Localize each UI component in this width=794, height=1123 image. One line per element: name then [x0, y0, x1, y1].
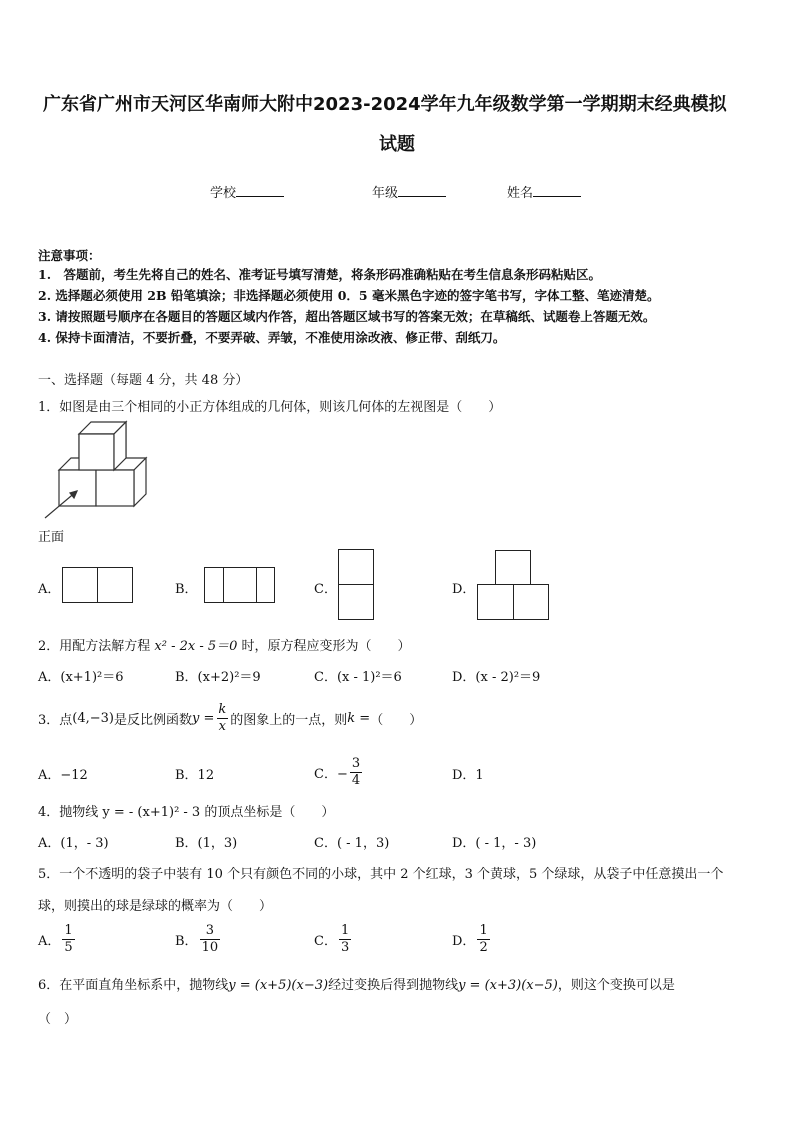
q6-equation-1: y = (x+5)(x−3)	[228, 978, 329, 993]
question-5-stem-line2: 球，则摸出的球是绿球的概率为（ ）	[38, 899, 273, 914]
frac-num: 1	[64, 922, 73, 938]
q3-frac-num: k	[218, 702, 227, 717]
notice-item: 4. 保持卡面清洁，不要折叠，不要弄破、弄皱，不准使用涂改液、修正带、刮纸刀。	[38, 330, 506, 345]
option-label: D．	[452, 933, 476, 949]
option-a-square-right	[97, 567, 133, 603]
option-b-rect-right	[256, 567, 275, 603]
q6-stem-c: ，则这个变换可以是	[557, 978, 675, 993]
grade-blank	[398, 184, 446, 197]
name-field	[507, 182, 581, 201]
q4-option-c: C．( - 1，3)	[314, 836, 390, 851]
question-4-stem: 4．抛物线 y = - (x+1)² - 3 的顶点坐标是（ ）	[38, 805, 335, 820]
grade-label: 年级	[372, 186, 399, 201]
q2-equation: x² - 2x - 5＝0	[154, 639, 238, 654]
option-fraction	[477, 923, 489, 956]
option-a-label: A．	[38, 582, 61, 597]
q3-point: (4,−3)	[72, 711, 114, 726]
notice-item: 3. 请按照题号顺序在各题目的答题区域内作答，超出答题区域书写的答案无效；在草稿纸、试题卷上答题无效。	[38, 309, 656, 324]
frac-num: 3	[351, 755, 361, 771]
school-label: 学校	[210, 186, 237, 201]
page-title: 广东省广州市天河区华南师大附中2023-2024学年九年级数学第一学期期末经典模拟	[43, 94, 727, 115]
frac-num: 3	[205, 922, 214, 938]
option-b-rect-left	[204, 567, 224, 603]
option-b-rect-mid	[223, 567, 257, 603]
q3-option-c-fraction	[350, 756, 362, 789]
option-d-square-bottom-left	[477, 584, 514, 620]
name-blank	[533, 184, 581, 197]
q2-option-d: D．(x - 2)²＝9	[452, 670, 541, 685]
q4-option-d: D．( - 1，- 3)	[452, 836, 537, 851]
q3-option-b: B．12	[175, 768, 215, 783]
question-1-stem: 1．如图是由三个相同的小正方体组成的几何体，则该几何体的左视图是（ ）	[38, 400, 502, 415]
frac-den: 10	[201, 939, 219, 955]
q5-option-c	[314, 920, 353, 958]
cube-figure	[35, 418, 155, 523]
question-2-stem	[38, 635, 411, 654]
option-fraction	[62, 923, 74, 956]
page-title-line2: 试题	[379, 134, 415, 155]
option-label: A．	[38, 933, 61, 949]
option-d-square-top	[495, 550, 531, 585]
option-d-label: D．	[452, 582, 476, 597]
q5-option-a	[38, 920, 77, 958]
option-b-label: B．	[175, 582, 198, 597]
option-label: B．	[175, 933, 198, 949]
q4-option-a: A．(1，- 3)	[38, 836, 109, 851]
q3-option-a: A．−12	[38, 768, 88, 783]
q4-option-b: B．(1，3)	[175, 836, 238, 851]
q3-k-eq: k =	[347, 711, 371, 726]
section-heading: 一、选择题（每题 4 分，共 48 分）	[38, 373, 249, 388]
q5-option-b	[175, 920, 222, 958]
q3-stem-c: 的图象上的一点，则	[230, 713, 348, 728]
q2-stem-a: 2．用配方法解方程	[38, 639, 155, 654]
q3-stem-a: 3．点	[38, 713, 73, 728]
option-label: C．	[314, 933, 337, 949]
frac-den: 2	[479, 939, 488, 955]
q2-stem-b: 时，原方程应变形为（ ）	[237, 639, 411, 654]
question-5-stem-line1: 5．一个不透明的袋子中装有 10 个只有颜色不同的小球，其中 2 个红球，3 个黄球，5 个绿球，从袋子中任意摸出一个	[38, 867, 724, 882]
frac-den: 4	[351, 772, 361, 788]
question-6-stem	[38, 974, 675, 993]
notice-item: 2. 选择题必须使用 2B 铅笔填涂；非选择题必须使用 0．5 毫米黑色字迹的签字笔书写，字体工整、笔迹清楚。	[38, 288, 660, 303]
option-c-square-top	[338, 549, 374, 585]
front-label: 正面	[38, 530, 65, 545]
frac-den: 3	[340, 939, 350, 955]
notice-heading: 注意事项：	[38, 248, 101, 263]
q2-option-a: A．(x+1)²＝6	[38, 670, 124, 685]
grade-field	[372, 182, 446, 201]
question-6-stem-line2: （ ）	[38, 1012, 78, 1027]
name-label: 姓名	[507, 186, 534, 201]
frac-num: 1	[479, 922, 488, 938]
q5-option-d	[452, 920, 492, 958]
option-a-square-left	[62, 567, 98, 603]
school-field	[210, 182, 284, 201]
question-3-stem	[38, 702, 422, 735]
q2-option-c: C．(x - 1)²＝6	[314, 670, 402, 685]
notice-item: 1. 答题前，考生先将自己的姓名、准考证号填写清楚，将条形码准确粘贴在考生信息条形码粘贴区。	[38, 267, 602, 282]
q6-stem-a: 6．在平面直角坐标系中，抛物线	[38, 978, 229, 993]
q6-equation-2: y = (x+3)(x−5)	[458, 978, 558, 993]
q3-frac-den: x	[218, 719, 226, 734]
q3-option-d: D．1	[452, 768, 484, 783]
q3-stem-b: 是反比例函数	[114, 713, 193, 728]
option-d-square-bottom-right	[513, 584, 549, 620]
q6-stem-b: 经过变换后得到抛物线	[328, 978, 459, 993]
option-c-label: C．	[314, 582, 337, 597]
option-fraction	[339, 923, 351, 956]
frac-den: 5	[64, 939, 73, 955]
school-blank	[236, 184, 284, 197]
frac-num: 1	[340, 922, 350, 938]
q3-stem-d: （ ）	[370, 713, 423, 728]
q3-option-c	[314, 753, 364, 791]
q2-option-b: B．(x+2)²＝9	[175, 670, 261, 685]
q3-func-lhs: y =	[192, 711, 215, 726]
q3-option-c-prefix: C．−	[314, 766, 348, 782]
option-fraction	[200, 923, 221, 956]
option-c-square-bottom	[338, 584, 374, 620]
q3-fraction	[216, 702, 228, 735]
